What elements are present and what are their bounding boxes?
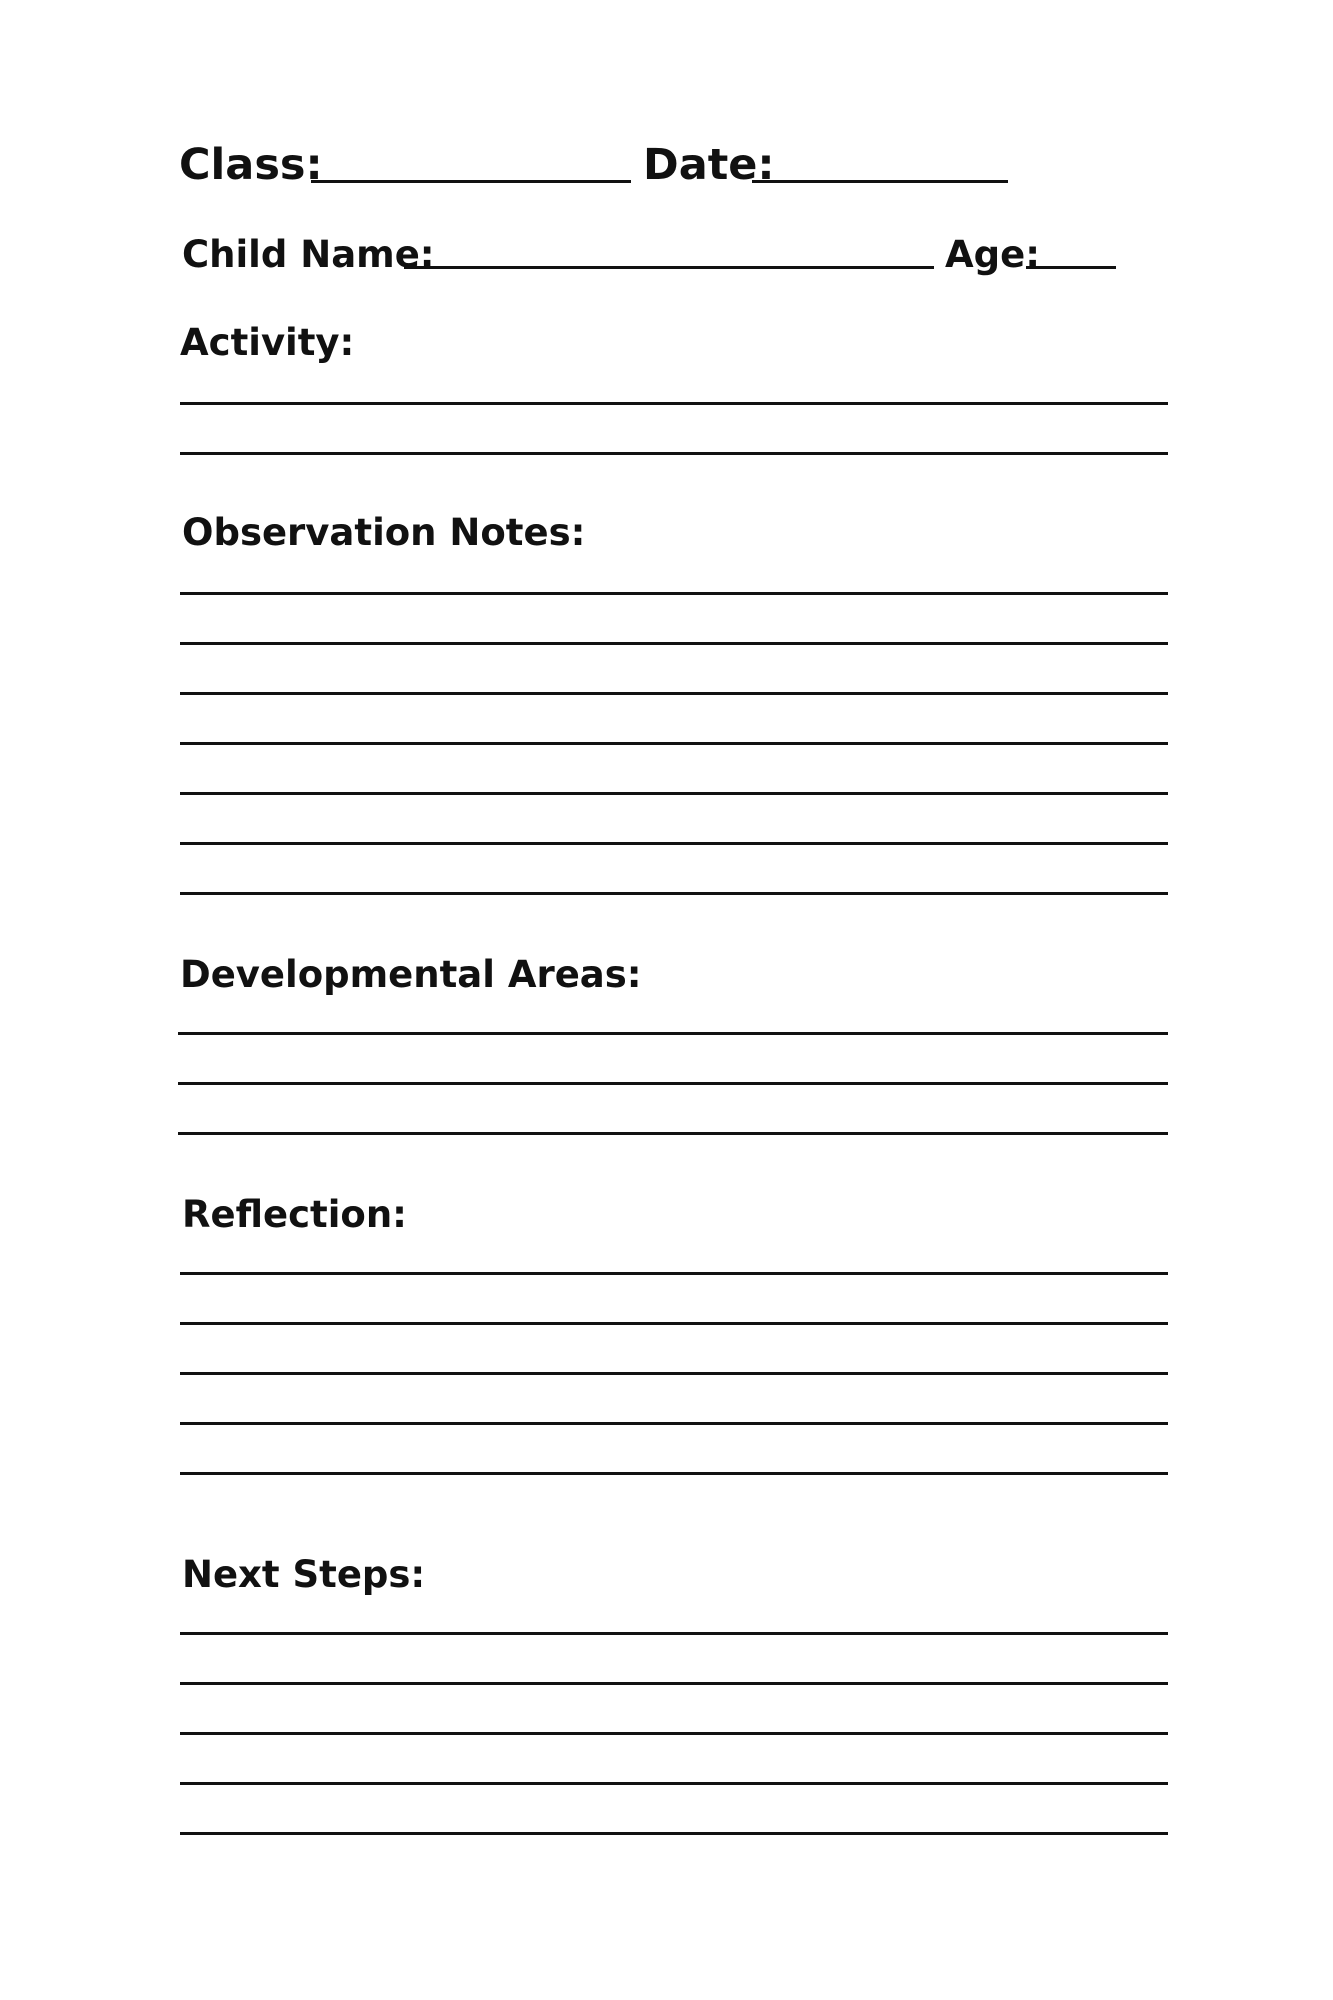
observation-notes-line[interactable] (180, 892, 1168, 895)
class-field[interactable] (311, 180, 631, 183)
next-steps-line[interactable] (180, 1732, 1168, 1735)
activity-line[interactable] (180, 402, 1168, 405)
developmental-areas-label: Developmental Areas: (180, 953, 642, 996)
next-steps-line[interactable] (180, 1682, 1168, 1685)
activity-line[interactable] (180, 452, 1168, 455)
next-steps-line[interactable] (180, 1832, 1168, 1835)
class-label: Class: (179, 140, 323, 190)
age-label: Age: (945, 233, 1041, 276)
next-steps-line[interactable] (180, 1782, 1168, 1785)
reflection-line[interactable] (180, 1322, 1168, 1325)
developmental-areas-line[interactable] (178, 1082, 1168, 1085)
next-steps-line[interactable] (180, 1632, 1168, 1635)
reflection-line[interactable] (180, 1372, 1168, 1375)
observation-notes-line[interactable] (180, 792, 1168, 795)
observation-notes-line[interactable] (180, 642, 1168, 645)
next-steps-label: Next Steps: (182, 1553, 426, 1596)
developmental-areas-line[interactable] (178, 1032, 1168, 1035)
observation-notes-line[interactable] (180, 592, 1168, 595)
date-label: Date: (643, 140, 775, 190)
child-name-field[interactable] (404, 266, 934, 269)
developmental-areas-line[interactable] (178, 1132, 1168, 1135)
age-field[interactable] (1026, 266, 1116, 269)
child-name-label: Child Name: (182, 233, 435, 276)
observation-notes-line[interactable] (180, 842, 1168, 845)
reflection-line[interactable] (180, 1422, 1168, 1425)
reflection-label: Reflection: (182, 1193, 407, 1236)
reflection-line[interactable] (180, 1472, 1168, 1475)
reflection-line[interactable] (180, 1272, 1168, 1275)
observation-notes-label: Observation Notes: (182, 511, 586, 554)
date-field[interactable] (752, 180, 1008, 183)
observation-notes-line[interactable] (180, 742, 1168, 745)
activity-label: Activity: (180, 321, 355, 364)
observation-notes-line[interactable] (180, 692, 1168, 695)
